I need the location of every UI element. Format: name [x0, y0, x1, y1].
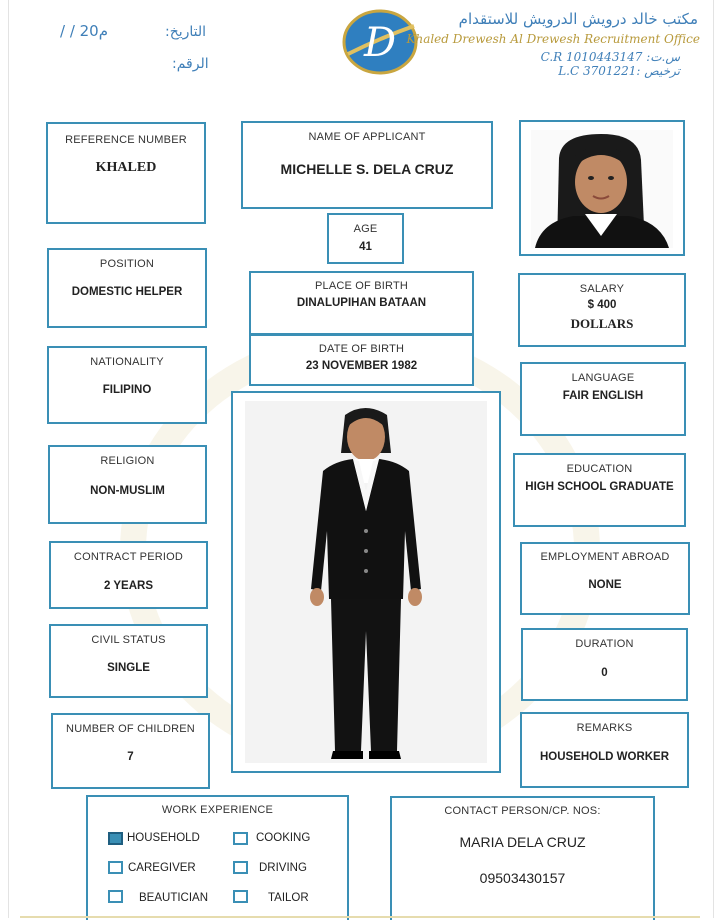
applicant-name-value: MICHELLE S. DELA CRUZ [280, 161, 454, 177]
caregiver-checkbox[interactable] [108, 861, 123, 874]
religion-label: RELIGION [100, 455, 155, 467]
cr-label-ar: :س.ت [646, 50, 680, 64]
religion-value: NON-MUSLIM [90, 485, 165, 497]
reference-number-box [46, 122, 206, 224]
salary-box [518, 273, 686, 347]
language-box [520, 362, 686, 436]
religion-box [48, 445, 207, 524]
nationality-label: NATIONALITY [90, 356, 164, 368]
salary-value: $ 400 [587, 299, 617, 311]
language-label: LANGUAGE [571, 372, 635, 384]
caregiver-label: CAREGIVER [128, 862, 196, 874]
date-of-birth-label: DATE OF BIRTH [318, 343, 405, 355]
contract-period-value: 2 YEARS [103, 580, 153, 592]
age-value: 41 [359, 241, 372, 253]
cooking-checkbox[interactable] [233, 832, 248, 845]
contact-name: MARIA DELA CRUZ [459, 834, 586, 850]
number-of-children-box [51, 713, 210, 789]
office-name-ar: مكتب خالد درويش الدرويش للاستقدام [458, 10, 698, 28]
civil-status-value: SINGLE [107, 662, 150, 674]
office-name-en: Khaled Drewesh Al Drewesh Recruitment Office [406, 32, 700, 46]
number-label: الرقم: [172, 56, 209, 72]
cooking-label: COOKING [256, 832, 311, 844]
civil-status-box [49, 624, 208, 698]
civil-status-label: CIVIL STATUS [91, 634, 166, 646]
driving-label: DRIVING [259, 862, 307, 874]
place-of-birth-value: DINALUPIHAN BATAAN [296, 297, 427, 309]
lc-label-ar: ترخيص [644, 64, 680, 78]
position-label: POSITION [99, 258, 155, 270]
age-label: AGE [353, 223, 378, 235]
applicant-name-label: NAME OF APPLICANT [308, 131, 426, 143]
tailor-checkbox[interactable] [233, 890, 248, 903]
tailor-label: TAILOR [268, 892, 309, 904]
date-of-birth-value: 23 NOVEMBER 1982 [305, 360, 418, 372]
household-checkbox[interactable] [108, 832, 123, 845]
lc-line [558, 64, 680, 78]
remarks-label: REMARKS [576, 722, 633, 734]
duration-box [521, 628, 688, 701]
date-label: التاريخ: [165, 24, 207, 40]
applicant-name-box [241, 121, 493, 209]
contract-period-box [49, 541, 208, 609]
remarks-value: HOUSEHOLD WORKER [539, 751, 670, 763]
number-of-children-label: NUMBER OF CHILDREN [66, 723, 195, 735]
employment-abroad-value: NONE [588, 579, 622, 591]
position-value: DOMESTIC HELPER [71, 286, 183, 298]
contact-phone: 09503430157 [479, 870, 566, 886]
beautician-checkbox[interactable] [108, 890, 123, 903]
date-value: / / 20م [60, 22, 109, 40]
date-of-birth-box [249, 334, 474, 386]
remarks-box [520, 712, 689, 788]
education-box [513, 453, 686, 527]
logo-letter: D [363, 20, 397, 66]
duration-value: 0 [601, 667, 608, 679]
employment-abroad-box [520, 542, 690, 615]
portrait-photo [531, 130, 673, 248]
date-field [60, 22, 108, 40]
education-value: HIGH SCHOOL GRADUATE [525, 481, 674, 493]
contact-title: CONTACT PERSON/CP. NOS: [444, 805, 601, 817]
nationality-box [47, 346, 207, 424]
contact-box [390, 796, 655, 920]
beautician-label: BEAUTICIAN [139, 892, 209, 904]
duration-label: DURATION [575, 638, 634, 650]
age-box [327, 213, 404, 264]
reference-number-label: REFERENCE NUMBER [65, 134, 187, 146]
household-label: HOUSEHOLD [127, 832, 200, 844]
employment-abroad-label: EMPLOYMENT ABROAD [540, 551, 670, 563]
driving-checkbox[interactable] [233, 861, 248, 874]
lc-number: L.C 3701221: [558, 64, 641, 78]
footer-rule [20, 916, 700, 918]
education-label: EDUCATION [566, 463, 633, 475]
full-body-photo [245, 401, 487, 763]
language-value: FAIR ENGLISH [562, 390, 644, 402]
place-of-birth-label: PLACE OF BIRTH [314, 280, 409, 292]
portrait-photo-box [519, 120, 685, 256]
cr-line [541, 50, 680, 64]
work-experience-title: WORK EXPERIENCE [161, 804, 274, 816]
salary-currency: DOLLARS [570, 316, 634, 331]
salary-label: SALARY [579, 283, 625, 295]
place-of-birth-box [249, 271, 474, 335]
position-box [47, 248, 207, 328]
full-body-photo-box [231, 391, 501, 773]
work-experience-box [86, 795, 349, 920]
reference-number-value: KHALED [95, 160, 157, 175]
number-of-children-value: 7 [127, 751, 134, 763]
nationality-value: FILIPINO [102, 384, 152, 396]
contract-period-label: CONTRACT PERIOD [73, 551, 184, 563]
cr-number: C.R 1010443147 [540, 50, 643, 64]
